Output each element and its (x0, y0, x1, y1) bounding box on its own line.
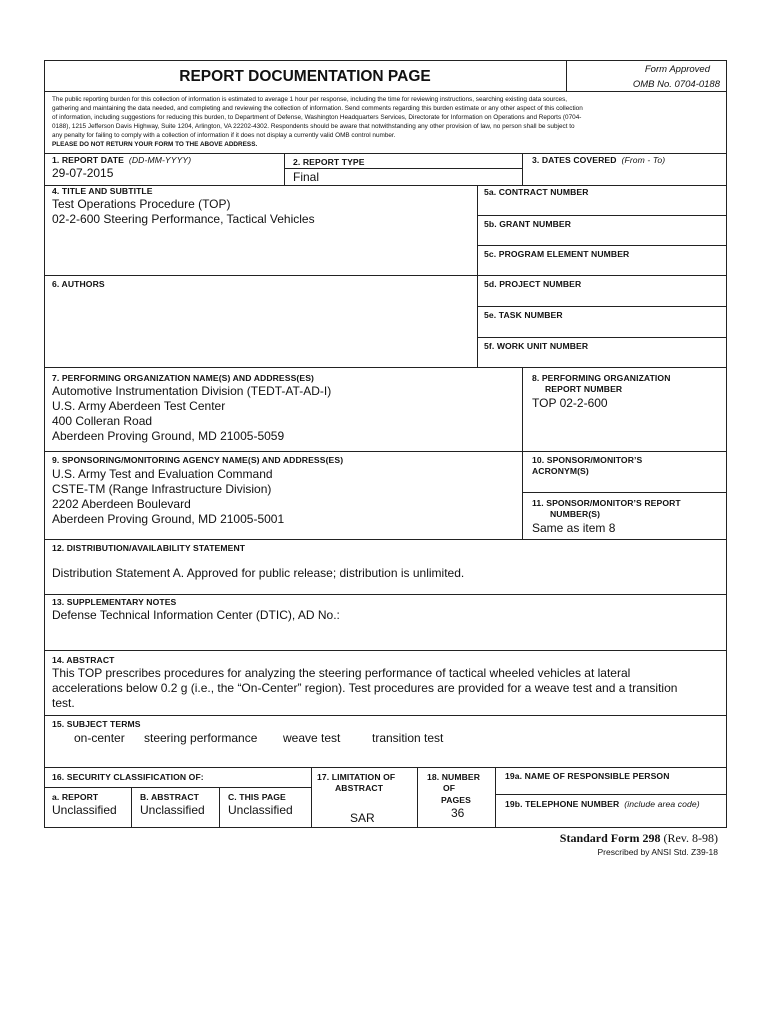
field-contract-number[interactable] (477, 185, 727, 215)
performing-report-label-2: REPORT NUMBER (545, 384, 623, 394)
standard-form-line (0, 831, 718, 846)
security-label: 16. SECURITY CLASSIFICATION OF: (52, 772, 204, 782)
field-number-of-pages[interactable] (417, 767, 495, 828)
sponsoring-agency-line: U.S. Army Test and Evaluation Command (52, 467, 273, 481)
burden-line: 0188), 1215 Jefferson Davis Highway, Suite 1204, Arlington, VA 22202-4302. Respondents should be aware that notwithstanding any other provision of law, no person shall be subject to (52, 123, 575, 130)
subject-term: transition test (372, 731, 444, 745)
telephone-label: 19b. TELEPHONE NUMBER (505, 799, 620, 809)
work-unit-label: 5f. WORK UNIT NUMBER (484, 341, 589, 351)
field-performing-report-number[interactable] (522, 367, 727, 451)
field-task-number[interactable] (477, 306, 727, 337)
subject-terms-label: 15. SUBJECT TERMS (52, 719, 141, 729)
number-pages-value: 36 (451, 806, 465, 820)
field-sponsor-acronym[interactable] (522, 451, 727, 492)
report-date-label: 1. REPORT DATE (52, 155, 124, 165)
sponsor-report-label-1: 11. SPONSOR/MONITOR’S REPORT (532, 498, 681, 508)
field-sponsoring-agency[interactable] (44, 451, 522, 539)
distribution-label: 12. DISTRIBUTION/AVAILABILITY STATEMENT (52, 543, 246, 553)
performing-report-value: TOP 02-2-600 (532, 396, 608, 410)
prescribed-by: Prescribed by ANSI Std. Z39-18 (597, 847, 718, 857)
report-date-hint: (DD-MM-YYYY) (128, 155, 192, 165)
task-number-label: 5e. TASK NUMBER (484, 310, 563, 320)
performing-org-label: 7. PERFORMING ORGANIZATION NAME(S) AND ADDRESS(ES) (52, 373, 315, 383)
distribution-value: Distribution Statement A. Approved for public release; distribution is unlimited. (52, 566, 465, 580)
field-performing-organization[interactable] (44, 367, 522, 451)
report-documentation-form (44, 60, 727, 828)
standard-form-label: Standard Form 298 (559, 831, 661, 845)
responsible-person-label: 19a. NAME OF RESPONSIBLE PERSON (505, 771, 670, 781)
field-authors[interactable] (44, 275, 477, 367)
field-distribution-statement[interactable] (44, 539, 727, 594)
performing-org-line: Automotive Instrumentation Division (TEDT-AT-AD-I) (52, 384, 332, 398)
limitation-label-1: 17. LIMITATION OF (317, 772, 396, 782)
burden-statement (44, 91, 727, 153)
title-label: 4. TITLE AND SUBTITLE (52, 186, 153, 196)
project-number-label: 5d. PROJECT NUMBER (484, 279, 582, 289)
burden-line: any penalty for failing to comply with a collection of information if it does not display a currently valid OMB control number. (52, 132, 396, 139)
omb-box (566, 60, 727, 91)
sponsor-acronym-label-2: ACRONYM(S) (532, 466, 589, 476)
contract-number-label: 5a. CONTRACT NUMBER (484, 187, 589, 197)
field-limitation-of-abstract[interactable] (311, 767, 417, 828)
burden-warning: PLEASE DO NOT RETURN YOUR FORM TO THE ABOVE ADDRESS. (52, 141, 258, 148)
report-type-label: 2. REPORT TYPE (293, 157, 365, 167)
field-abstract[interactable] (44, 650, 727, 715)
title-line: 02-2-600 Steering Performance, Tactical Vehicles (52, 212, 315, 226)
number-pages-label-1: 18. NUMBER (427, 772, 481, 782)
grant-number-label: 5b. GRANT NUMBER (484, 219, 572, 229)
sponsoring-agency-line: CSTE-TM (Range Infrastructure Division) (52, 482, 272, 496)
field-supplementary-notes[interactable] (44, 594, 727, 650)
field-title-subtitle[interactable] (44, 185, 477, 275)
omb-number: OMB No. 0704-0188 (632, 79, 720, 90)
abstract-line: accelerations below 0.2 g (i.e., the “On-Center” region). Test procedures are provided for a weave test and a transition (52, 681, 678, 695)
performing-org-line: 400 Colleran Road (52, 414, 153, 428)
title-line: Test Operations Procedure (TOP) (52, 197, 231, 211)
security-abstract-label: B. ABSTRACT (140, 792, 200, 802)
security-abstract-value: Unclassified (140, 803, 205, 817)
sponsor-report-value: Same as item 8 (532, 521, 616, 535)
number-pages-label-3: PAGES (441, 795, 471, 805)
sponsoring-agency-line: 2202 Aberdeen Boulevard (52, 497, 191, 511)
field-grant-number[interactable] (477, 215, 727, 245)
supplementary-label: 13. SUPPLEMENTARY NOTES (52, 597, 177, 607)
standard-form-revision: (Rev. 8-98) (663, 831, 718, 845)
field-project-number[interactable] (477, 275, 727, 306)
security-page-label: C. THIS PAGE (228, 792, 286, 802)
security-report-value: Unclassified (52, 803, 117, 817)
abstract-line: This TOP prescribes procedures for analyzing the steering performance of tactical wheeled vehicles at lateral (52, 666, 631, 680)
field-security-report[interactable] (44, 787, 131, 828)
report-type-divider (284, 168, 522, 169)
limitation-label-2: ABSTRACT (335, 783, 384, 793)
burden-line: gathering and maintaining the data needed, and completing and reviewing the collection of information. Send comments regarding this burden estimate or any other aspect of this collection (52, 105, 583, 112)
authors-label: 6. AUTHORS (52, 279, 105, 289)
field-program-element[interactable] (477, 245, 727, 275)
sponsoring-agency-label: 9. SPONSORING/MONITORING AGENCY NAME(S) AND ADDRESS(ES) (52, 455, 344, 465)
security-report-label: a. REPORT (52, 792, 99, 802)
burden-line: The public reporting burden for this collection of information is estimated to average 1 hour per response, including the time for reviewing instructions, searching existing data sources, (52, 96, 568, 103)
field-work-unit[interactable] (477, 337, 727, 367)
performing-report-label-1: 8. PERFORMING ORGANIZATION (532, 373, 671, 383)
performing-org-line: Aberdeen Proving Ground, MD 21005-5059 (52, 429, 285, 443)
limitation-value: SAR (350, 811, 375, 825)
number-pages-label-2: OF (443, 783, 456, 793)
program-element-label: 5c. PROGRAM ELEMENT NUMBER (484, 249, 630, 259)
field-dates-covered[interactable] (522, 153, 727, 185)
report-type-value: Final (293, 170, 320, 184)
field-sponsor-report-number[interactable] (522, 492, 727, 539)
performing-org-line: U.S. Army Aberdeen Test Center (52, 399, 226, 413)
sponsor-acronym-label-1: 10. SPONSOR/MONITOR’S (532, 455, 643, 465)
subject-term: on-center (74, 731, 125, 745)
form-approved-label: Form Approved (644, 64, 710, 75)
field-responsible-person[interactable] (495, 767, 727, 794)
security-page-value: Unclassified (228, 803, 293, 817)
field-security-abstract[interactable] (131, 787, 219, 828)
security-classification-header (44, 767, 311, 787)
sponsor-report-label-2: NUMBER(S) (550, 509, 601, 519)
subject-term: steering performance (144, 731, 258, 745)
field-telephone-number[interactable] (495, 794, 727, 828)
abstract-label: 14. ABSTRACT (52, 655, 115, 665)
field-report-date[interactable] (44, 153, 284, 185)
dates-covered-hint: (From - To) (621, 155, 666, 165)
form-title: REPORT DOCUMENTATION PAGE (179, 68, 431, 85)
telephone-hint: (include area code) (624, 799, 700, 809)
subject-term: weave test (283, 731, 341, 745)
sponsoring-agency-line: Aberdeen Proving Ground, MD 21005-5001 (52, 512, 285, 526)
field-report-type[interactable] (284, 153, 522, 185)
abstract-line: test. (52, 696, 75, 710)
report-date-value: 29-07-2015 (52, 166, 114, 180)
field-subject-terms[interactable] (44, 715, 727, 767)
field-security-this-page[interactable] (219, 787, 311, 828)
burden-line: of information, including suggestions for reducing this burden, to Department of Defense, Washington Headquarters Services, Directorate for Information on Operations and Reports (0704- (52, 114, 582, 121)
dates-covered-label: 3. DATES COVERED (532, 155, 617, 165)
supplementary-value: Defense Technical Information Center (DTIC), AD No.: (52, 608, 340, 622)
